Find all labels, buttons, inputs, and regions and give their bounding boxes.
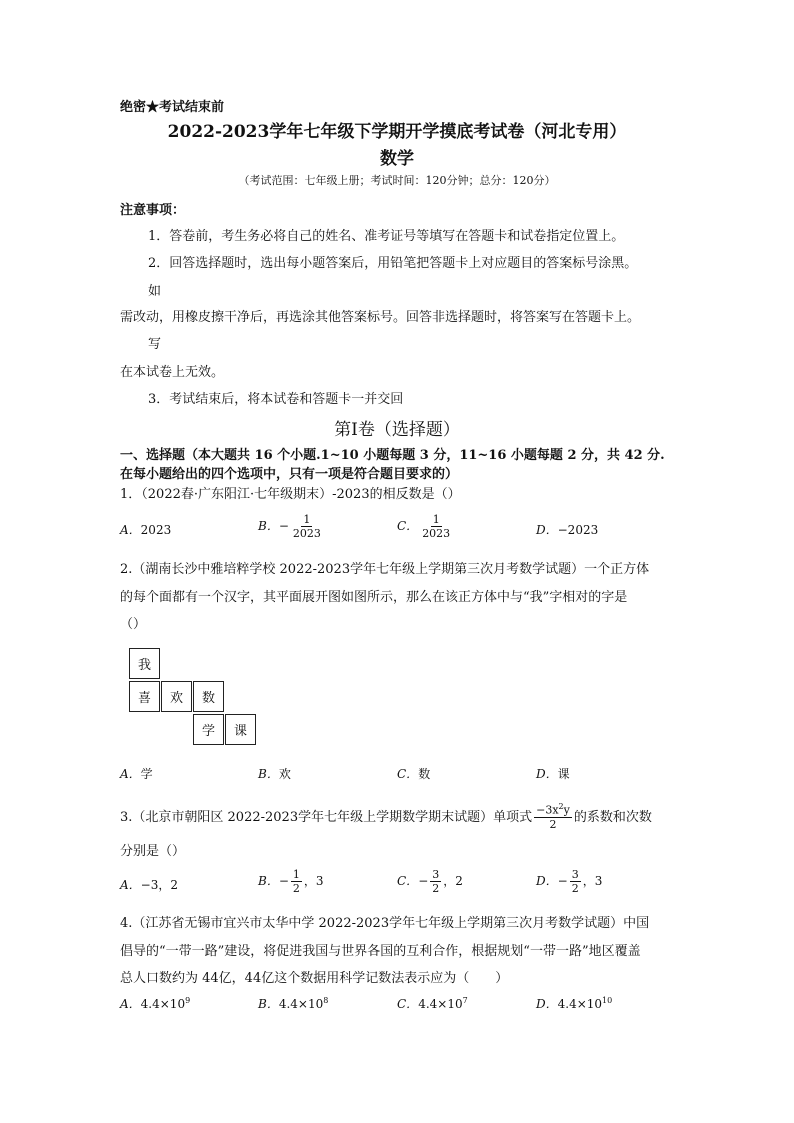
notice-item-2-line-1: 2．回答选择题时，选出每小题答案后，用铅笔把答题卡上对应题目的答案标号涂黑。 — [148, 256, 638, 271]
question-1-option-b: B．− $\frac{1}{2023}$ — [258, 513, 321, 540]
monomial-fraction: $\frac{-3x^2y}{2}$ — [536, 802, 570, 831]
exam-title: 2022-2023学年七年级下学期开学摸底考试卷（河北专用） — [167, 122, 627, 142]
question-2-line-2: 的每个面都有一个汉字，其平面展开图如图所示，那么在该正方体中与“我”字相对的字是 — [120, 590, 628, 605]
question-1-stem: 1．（2022春·广东阳江·七年级期末）-2023的相反数是（） — [120, 487, 461, 502]
question-3-line-2: 分别是（） — [120, 844, 186, 859]
question-1-option-d: D．−2023 — [536, 523, 599, 537]
question-3-line-1: 3.（北京市朝阳区 2022-2023学年七年级上学期数学期末试题）单项式 $\frac{-3x^2y}{2}$ 的系数和次数 — [120, 802, 652, 831]
question-1-option-a: A．2023 — [120, 523, 172, 537]
question-3-option-d: D．− $\frac{3}{2}$ ，3 — [536, 868, 603, 895]
notice-item-2-line-4: 写 — [148, 337, 162, 352]
question-4-line-1: 4.（江苏省无锡市宜兴市太华中学 2022-2023学年七年级上学期第三次月考数学试题）中国 — [120, 916, 650, 931]
question-2-option-a: A．学 — [120, 767, 153, 781]
question-3-option-c: C．− $\frac{3}{2}$ ，2 — [397, 868, 463, 895]
question-4-line-2: 倡导的“一带一路”建设，将促进我国与世界各国的互利合作，根据规划“一带一路”地区覆盖 — [120, 944, 641, 959]
question-4-option-c: C．$4.4\times 10^7$ — [397, 996, 468, 1011]
exam-subject: 数学 — [380, 149, 414, 169]
net-cell: 课 — [225, 714, 256, 745]
question-2-option-b: B．欢 — [258, 767, 291, 781]
notice-item-2-line-2: 如 — [148, 284, 162, 299]
net-cell: 数 — [193, 681, 224, 712]
question-2-option-d: D．课 — [536, 767, 570, 781]
question-3-option-a: A．−3，2 — [120, 878, 178, 892]
section-instructions-line-1: 一、选择题（本大题共 16 个小题.1~10 小题每题 3 分，11~16 小题每题 2 分，共 42 分. — [120, 448, 665, 463]
notice-item-2-line-3: 需改动，用橡皮擦干净后，再选涂其他答案标号。回答非选择题时，将答案写在答题卡上。 — [120, 310, 641, 325]
net-cell: 我 — [129, 648, 160, 679]
question-2-line-3: （） — [120, 617, 147, 632]
exam-range: （考试范围：七年级上册；考试时间：120分钟；总分：120分） — [238, 174, 556, 187]
net-cell: 学 — [193, 714, 224, 745]
net-cell: 欢 — [161, 681, 192, 712]
net-cell: 喜 — [129, 681, 160, 712]
question-3-option-b: B．− $\frac{1}{2}$ ，3 — [258, 868, 324, 895]
section-instructions-line-2: 在每小题给出的四个选项中，只有一项是符合题目要求的） — [120, 467, 459, 482]
notice-item-2-line-5: 在本试卷上无效。 — [120, 365, 225, 380]
question-4-option-b: B．$4.4\times 10^8$ — [258, 996, 329, 1011]
section-title: 第Ⅰ卷（选择题） — [334, 420, 460, 440]
notice-item-1: 1．答卷前，考生务必将自己的姓名、准考证号等填写在答题卡和试卷指定位置上。 — [148, 229, 625, 244]
question-1-option-c: C． $\frac{1}{2023}$ — [397, 513, 451, 540]
notice-heading: 注意事项： — [120, 203, 186, 218]
question-2-option-c: C．数 — [397, 767, 431, 781]
confidential-label: 绝密★考试结束前 — [120, 100, 225, 115]
question-4-line-3: 总人口数约为 44亿，44亿这个数据用科学记数法表示应为（ ） — [120, 971, 509, 986]
cube-net-figure — [129, 648, 259, 745]
notice-item-3: 3．考试结束后，将本试卷和答题卡一并交回 — [148, 392, 404, 407]
question-4-option-a: A．$4.4\times 10^9$ — [120, 996, 191, 1011]
question-4-option-d: D．$4.4\times 10^{10}$ — [536, 996, 613, 1011]
question-2-line-1: 2.（湖南长沙中雅培粹学校 2022-2023学年七年级上学期第三次月考数学试题）一个正方体 — [120, 562, 650, 577]
